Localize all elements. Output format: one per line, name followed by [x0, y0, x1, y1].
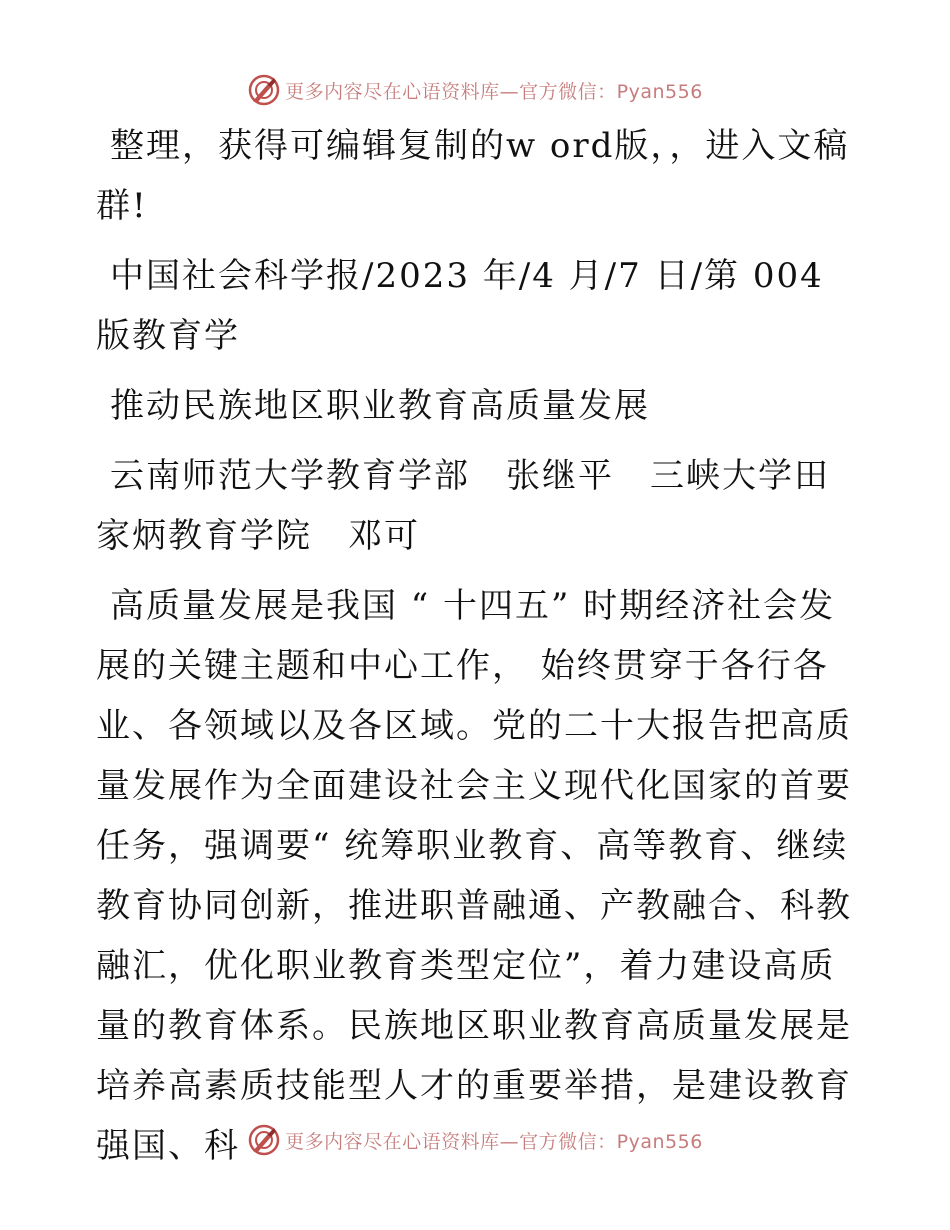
banner-text: 更多内容尽在心语资料库—官方微信：Pyan556 — [285, 80, 703, 103]
author-line: 云南师范大学教育学部 张继平 三峡大学田家炳教育学院 邓可 — [96, 456, 830, 556]
source-line: 中国社会科学报/2023 年/4 月/7 日/第 004 版教育学 — [96, 256, 824, 356]
footer-banner — [0, 1120, 950, 1160]
body-paragraph: 高质量发展是我国 “ 十四五” 时期经济社会发展的关键主题和中心工作， 始终贯穿于各行各业、各领域以及各区域。党的二十大报告把高质量发展作为全面建设社会主义现代化国家的首要任务，强调要“ 统筹职业教育、高等教育、继续教育协同创新，推进职普融通、产教融合、科教融汇，优化职业教育类型定位”，着力建设高质量的教育体系。民族地区职业教育高质量发展是培养高素质技能型人才的重要举措，是建设教育强国、科 — [96, 586, 852, 1166]
intro-note: 整理，获得可编辑复制的w ord版，，进入文稿群! — [96, 126, 850, 226]
pen-logo-icon — [247, 73, 281, 107]
header-banner — [0, 70, 950, 110]
pen-logo-icon — [247, 1123, 281, 1157]
article-title: 推动民族地区职业教育高质量发展 — [110, 386, 650, 426]
document-body — [96, 116, 856, 1186]
banner-text: 更多内容尽在心语资料库—官方微信：Pyan556 — [285, 1130, 703, 1153]
